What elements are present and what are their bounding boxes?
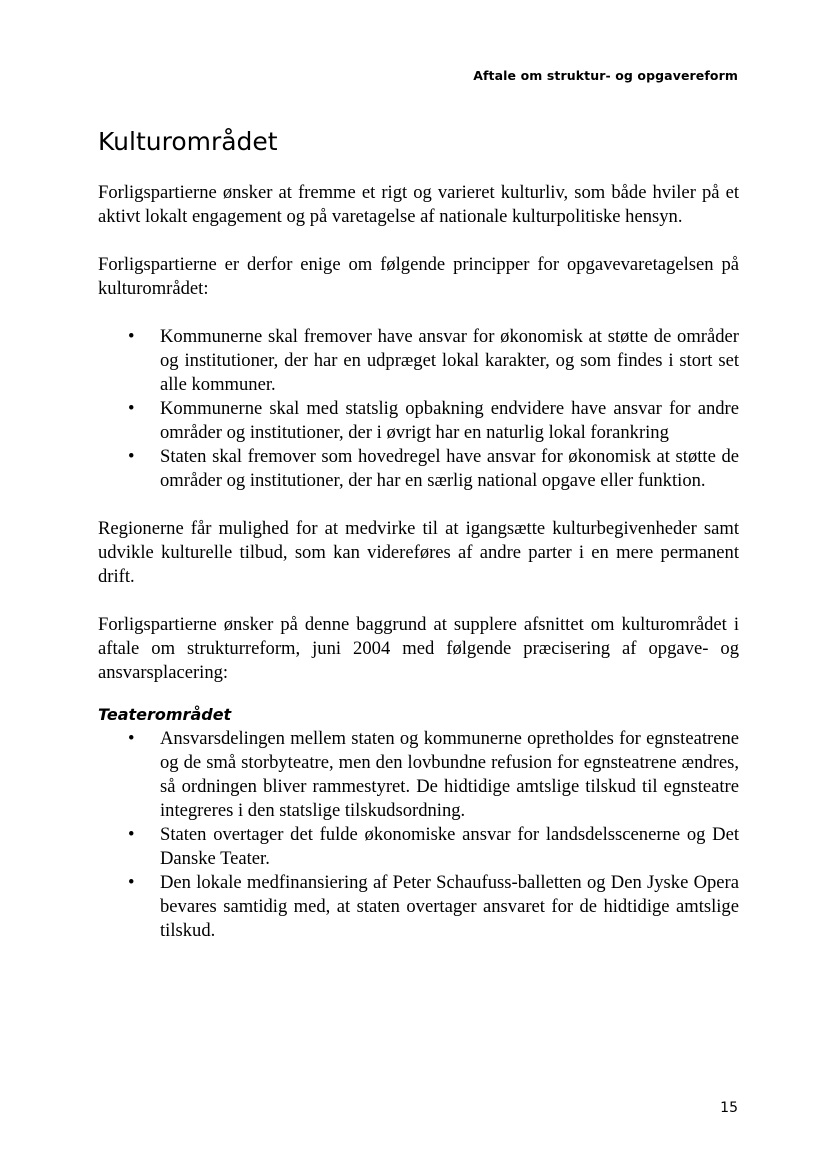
running-header: Aftale om struktur- og opgavereform	[473, 68, 738, 83]
page-number: 15	[720, 1100, 738, 1116]
list-item-text: Staten overtager det fulde økonomiske ansvar for landsdelsscenerne og Det Danske Teater.	[160, 824, 739, 869]
document-body	[98, 181, 739, 967]
intro-paragraph: Forligspartierne ønsker at fremme et rigt og varieret kulturliv, som både hviler på et aktivt lokalt engagement og på varetagelse af nationale kulturpolitiske hensyn.	[98, 182, 739, 227]
page-title: Kulturområdet	[98, 127, 278, 156]
list-item	[98, 823, 739, 871]
list-item-text: Staten skal fremover som hovedregel have ansvar for økonomisk at støtte de områder og institutioner, der har en særlig national opgave eller funktion.	[160, 446, 739, 491]
bullet-icon: •	[128, 398, 135, 419]
bullet-icon: •	[128, 728, 135, 749]
regions-paragraph: Regionerne får mulighed for at medvirke til at igangsætte kulturbegivenheder samt udvikle kulturelle tilbud, som kan videreføres af andre parter i en mere permanent drift.	[98, 518, 739, 587]
list-item-text: Kommunerne skal fremover have ansvar for økonomisk at støtte de områder og institutioner, der har en udpræget lokal karakter, og som findes i stort set alle kommuner.	[160, 326, 739, 395]
list-item	[98, 727, 739, 823]
bullet-icon: •	[128, 824, 135, 845]
principles-list	[98, 325, 739, 493]
list-item-text: Kommunerne skal med statslig opbakning endvidere have ansvar for andre områder og institutioner, der i øvrigt har en naturlig lokal forankring	[160, 398, 739, 443]
list-item	[98, 397, 739, 445]
theatre-subheading: Teaterområdet	[98, 705, 232, 724]
list-item	[98, 325, 739, 397]
list-item	[98, 871, 739, 943]
bullet-icon: •	[128, 326, 135, 347]
list-item-text: Den lokale medfinansiering af Peter Schaufuss-balletten og Den Jyske Opera bevares samtidig med, at staten overtager ansvaret for de hidtidige amtslige tilskud.	[160, 872, 739, 941]
bullet-icon: •	[128, 872, 135, 893]
supplement-paragraph: Forligspartierne ønsker på denne baggrund at supplere afsnittet om kulturområdet i aftale om strukturreform, juni 2004 med følgende præcisering af opgave- og ansvarsplacering:	[98, 614, 739, 683]
list-item	[98, 445, 739, 493]
theatre-list	[98, 727, 739, 943]
list-item-text: Ansvarsdelingen mellem staten og kommunerne opretholdes for egnsteatrene og de små storbyteatre, men den lovbundne refusion for egnsteatrene ændres, så ordningen bliver rammestyret. De hidtidige amtslige tilskud til egnsteatre integreres i den statslige tilskudsordning.	[160, 728, 739, 821]
bullet-icon: •	[128, 446, 135, 467]
principles-lead-paragraph: Forligspartierne er derfor enige om følgende principper for opgavevaretagelsen på kulturområdet:	[98, 254, 739, 299]
